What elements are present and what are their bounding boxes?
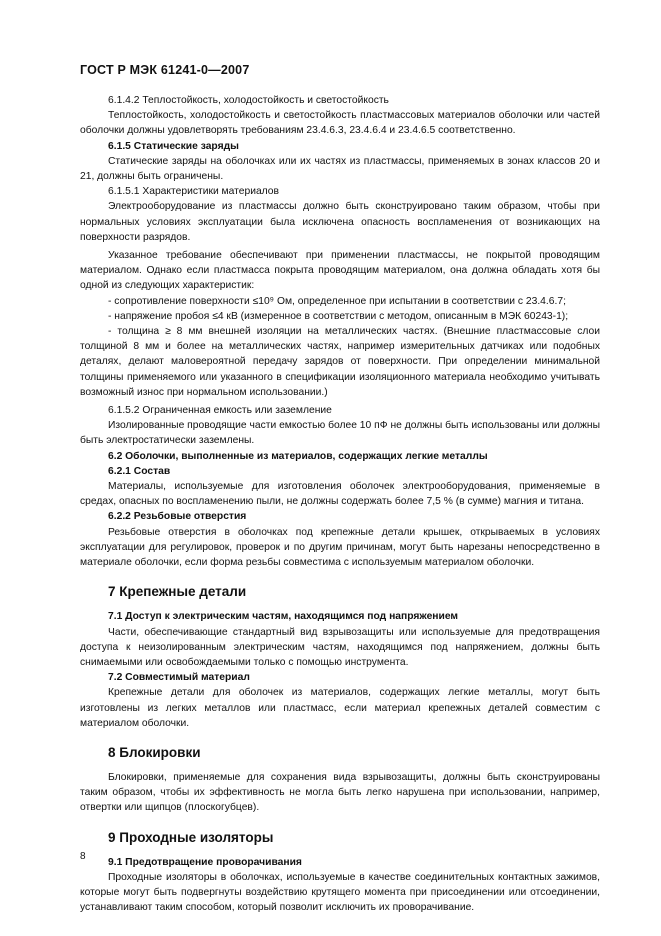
clause-heading: 7.2 Совместимый материал [108, 672, 250, 684]
body-paragraph: Указанное требование обеспечивают при применении пластмассы, не покрытой проводящим материалом. Однако если пластмасса покрыта проводящим материалом, она должна обладать хотя бы одной из следующих характеристик: [80, 250, 600, 292]
clause-heading: 6.2.1 Состав [108, 465, 171, 477]
body-paragraph: Статические заряды на оболочках или их частях из пластмассы, применяемых в зонах классов 20 и 21, должны быть ограничены. [80, 155, 600, 183]
page-number: 8 [80, 851, 86, 862]
section-heading: 9 Проходные изоляторы [108, 829, 274, 845]
subclause-heading: 6.1.5.1 Характеристики материалов [108, 186, 279, 198]
clause-heading: 6.1.5 Статические заряды [108, 140, 239, 152]
body-paragraph: Проходные изоляторы в оболочках, используемые в качестве соединительных контактных зажимов, которые могут быть подвергнуты воздействию крутящего момента при присоединении или отсоединении, устанавливают таким способом, который позволит исключить их проворачивание. [80, 871, 600, 914]
subclause-heading: 6.1.5.2 Ограниченная емкость или заземление [108, 405, 332, 417]
body-paragraph: Блокировки, применяемые для сохранения вида взрывозащиты, должны быть сконструированы таким образом, чтобы их эффективность не могла быть легко нарушена при использовании, например, отвертки или щипцов (плоскогубцев). [80, 771, 600, 814]
document-header: ГОСТ Р МЭК 61241-0—2007 [80, 63, 250, 77]
list-item: - сопротивление поверхности ≤10⁹ Ом, определенное при испытании в соответствии с 23.4.6.7; [108, 295, 566, 307]
body-paragraph: Теплостойкость, холодостойкость и светостойкость пластмассовых материалов оболочки или частей оболочки должны удовлетворять требованиям 23.4.6.3, 23.4.6.4 и 23.4.6.5 соответственно. [80, 110, 600, 137]
body-paragraph: Крепежные детали для оболочек из материалов, содержащих легкие металлы, могут быть изготовлены из легких металлов или пластмасс, если материал крепежных деталей совместим с материалом оболочки. [80, 687, 600, 729]
list-item: - напряжение пробоя ≤4 кВ (измеренное в соответствии с методом, описанным в МЭК 60243-1); [108, 310, 569, 322]
body-paragraph: Резьбовые отверстия в оболочках под крепежные детали крышек, открываемых в условиях эксплуатации для регулировок, проверок и по другим причинам, могут быть нарезаны непосредственно в материале оболочки, если форма резьбы совместима с используемым материалом оболочки. [80, 526, 600, 569]
subclause-heading: 6.1.4.2 Теплостойкость, холодостойкость и светостойкость [108, 95, 389, 106]
section-heading: 8 Блокировки [108, 744, 201, 760]
body-paragraph: Изолированные проводящие части емкостью более 10 пФ не должны быть использованы или должны быть электростатически заземлены. [80, 420, 600, 447]
body-paragraph: Части, обеспечивающие стандартный вид взрывозащиты или используемые для предотвращения доступа к неизолированным электрическим частям, находящимся под напряжением, должны быть снимаемыми или освобождаемыми только с помощью инструмента. [80, 626, 600, 668]
list-item: - толщина ≥ 8 мм внешней изоляции на металлических частях. (Внешние пластмассовые слои толщиной 8 мм и более на металлических частях, например измерительных датчиках или подобных деталях, делают маловероятной передачу зарядов от поверхности. При определении минимальной толщины применяемого или указанного в спецификации изоляционного материала необходимо учитывать возможный износ при нормальном использовании.) [80, 326, 600, 398]
clause-heading: 7.1 Доступ к электрическим частям, находящимся под напряжением [108, 611, 459, 623]
document-body [80, 93, 600, 915]
clause-heading: 6.2.2 Резьбовые отверстия [108, 511, 247, 523]
body-paragraph: Материалы, используемые для изготовления оболочек электрооборудования, применяемые в средах, опасных по воспламенению пыли, не должны содержать более 7,5 % (в сумме) магния и титана. [80, 481, 600, 508]
body-paragraph: Электрооборудование из пластмассы должно быть сконструировано таким образом, чтобы при нормальных условиях эксплуатации была исключена опасность воспламенения от возникающих на поверхности разрядов. [80, 201, 600, 243]
clause-heading: 9.1 Предотвращение проворачивания [108, 856, 302, 868]
section-heading: 7 Крепежные детали [108, 584, 247, 600]
clause-heading: 6.2 Оболочки, выполненные из материалов, содержащих легкие металлы [108, 450, 488, 462]
